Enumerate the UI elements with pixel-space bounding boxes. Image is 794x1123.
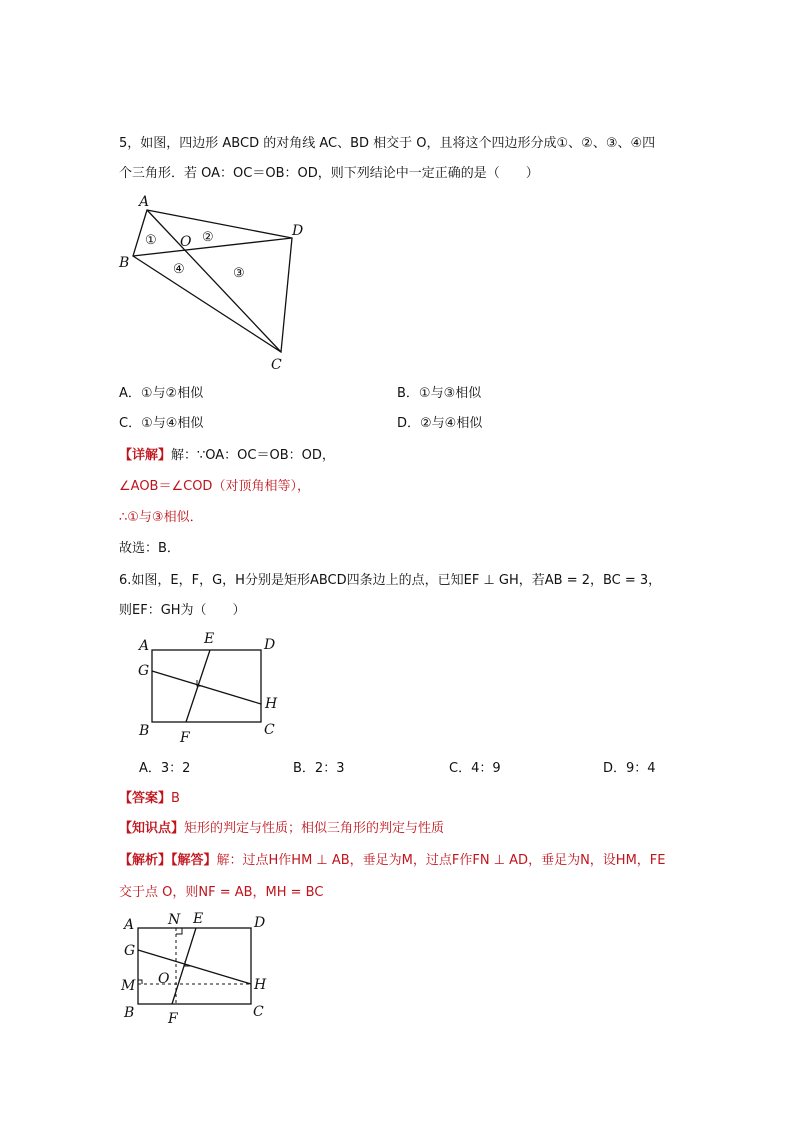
q6-option-a: A．3：2 [139,761,191,776]
q5-option-d: D．②与④相似 [397,416,483,431]
q5-option-b: B．①与③相似 [397,386,482,401]
q6-analysis-line2: 交于点 O，则NF = AB，MH = BC [119,885,324,900]
q5-label-C: C [271,357,282,373]
q6-sol-label-C: C [253,1004,264,1020]
q5-detail-text: 解：∵OA：OC＝OB：OD， [171,448,335,463]
q5-region-3: ③ [233,266,245,281]
q6-option-d: D．9：4 [603,761,656,776]
q6-sol-label-N: N [168,912,181,928]
q6-sol-label-G: G [124,943,136,959]
q6-label-H: H [265,696,278,712]
q5-stem-line1: 5，如图，四边形 ABCD 的对角线 AC、BD 相交于 O，且将这个四边形分成①、②、③、④四 [119,136,656,151]
q6-label-B: B [139,723,150,739]
q6-sol-label-B: B [124,1005,135,1021]
q6-knowledge-tag: 【知识点】 [119,821,185,836]
q6-analysis-text1: 解：过点H作HM ⊥ AB，垂足为M，过点F作FN ⊥ AD，垂足为N，设HM，FE [216,853,666,868]
q6-label-F: F [180,730,190,746]
q6-sol-label-O: O [158,971,170,987]
q5-region-1: ① [145,233,157,248]
q5-label-D: D [292,223,304,239]
q6-label-G: G [138,663,150,679]
q6-label-A: A [139,638,150,654]
q5-label-B: B [119,255,130,271]
q5-choice: 故选：B． [119,541,180,556]
q6-option-b: B．2：3 [293,761,345,776]
q6-sol-label-E: E [193,911,204,927]
q5-step2: ∠AOB＝∠COD（对顶角相等）， [119,479,310,494]
q6-sol-label-A: A [124,917,135,933]
q6-knowledge-text: 矩形的判定与性质；相似三角形的判定与性质 [184,821,445,836]
q5-region-4: ④ [173,262,185,277]
q6-label-C: C [264,722,275,738]
q6-analysis-tag: 【解析】【解答】 [119,853,217,868]
q6-sol-label-H: H [254,977,267,993]
q5-label-A: A [139,194,150,210]
q5-option-c: C．①与④相似 [119,416,204,431]
q6-answer-tag: 【答案】 [119,791,172,806]
q6-stem-line2: 则EF：GH为（ ） [119,603,246,618]
q6-sol-label-D: D [254,915,266,931]
q6-sol-label-M: M [121,978,136,994]
q6-stem-line1: 6.如图，E，F，G，H分别是矩形ABCD四条边上的点，已知EF ⊥ GH，若AB = 2，BC = 3， [119,573,662,588]
q5-label-O: O [180,234,192,250]
q5-step3: ∴①与③相似． [119,510,203,525]
q5-region-2: ② [202,230,214,245]
q6-answer-value: B [171,791,180,806]
q6-sol-label-F: F [168,1011,178,1027]
q5-stem-line2: 个三角形．若 OA：OC＝OB：OD，则下列结论中一定正确的是（ ） [119,166,539,181]
q6-option-c: C．4：9 [449,761,501,776]
q6-label-D: D [264,637,276,653]
q5-option-a: A．①与②相似 [119,386,204,401]
q6-label-E: E [204,631,215,647]
q5-detail-tag: 【详解】 [119,448,172,463]
